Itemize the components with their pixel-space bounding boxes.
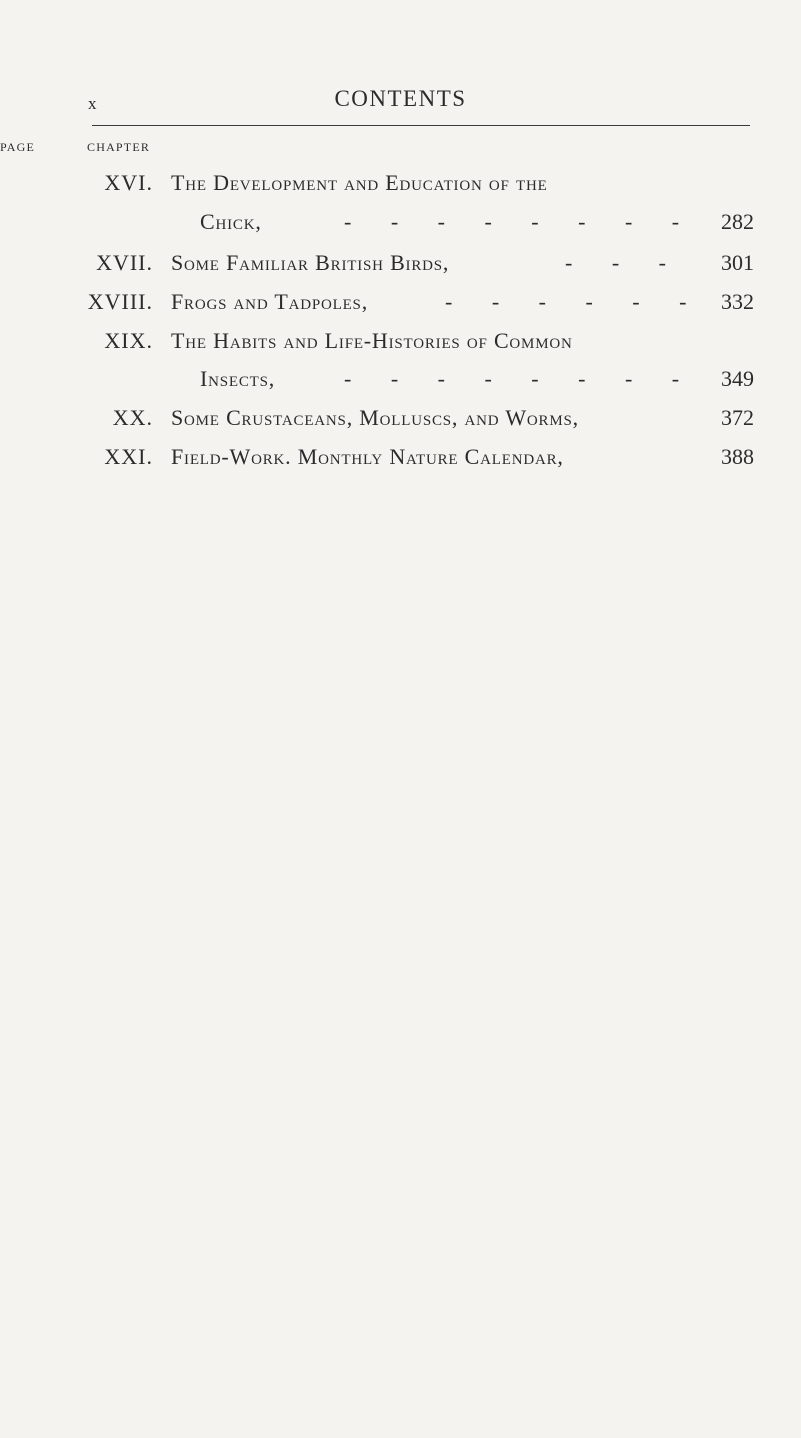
toc-entry-xx [0, 405, 801, 435]
page-number: 332 [721, 289, 754, 314]
header-rule [92, 125, 750, 126]
chapter-number: XVIII. [87, 289, 153, 314]
chapter-title: Some Crustaceans, Molluscs, and Worms, [171, 405, 579, 430]
chapter-number: XX. [112, 405, 153, 430]
toc-entry-xix [0, 328, 801, 358]
chapter-column-heading: CHAPTER [87, 140, 151, 154]
dot-leaders: - - - - - - - - [344, 366, 697, 391]
toc-entry-xviii [0, 289, 801, 319]
toc-entry-xvi [0, 170, 801, 200]
chapter-title-continued: Insects, [200, 366, 276, 391]
chapter-number: XVI. [104, 170, 153, 195]
chapter-number: XVII. [96, 250, 153, 275]
dot-leaders: - - - - - - [445, 289, 704, 314]
page-number: 349 [721, 366, 754, 391]
page-number: 372 [721, 405, 754, 430]
chapter-number: XXI. [104, 444, 153, 469]
running-head: CONTENTS [334, 86, 467, 111]
page-folio: x [88, 94, 98, 113]
chapter-title-continued: Chick, [200, 209, 262, 234]
page-column-heading: PAGE [0, 140, 36, 154]
toc-entry-xxi [0, 444, 801, 474]
toc-entry-xix-continued [0, 366, 801, 396]
page-number: 282 [721, 209, 754, 234]
chapter-title: Field-Work. Monthly Nature Calendar, [171, 444, 564, 469]
toc-entry-xvi-continued [0, 209, 801, 239]
dot-leaders: - - - - - - - - [344, 209, 697, 234]
chapter-title: Frogs and Tadpoles, [171, 289, 368, 314]
chapter-title: Some Familiar British Birds, [171, 250, 450, 275]
dot-leaders: - - - [565, 250, 683, 275]
chapter-title: The Development and Education of the [171, 170, 548, 195]
chapter-title: The Habits and Life-Histories of Common [171, 328, 573, 353]
chapter-number: XIX. [104, 328, 153, 353]
page-number: 388 [721, 444, 754, 469]
page-number: 301 [721, 250, 754, 275]
toc-entry-xvii [0, 250, 801, 280]
